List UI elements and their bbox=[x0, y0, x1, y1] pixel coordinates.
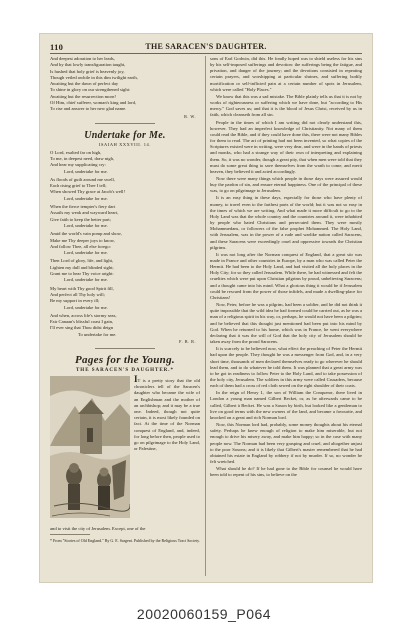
story-paragraph: It is scarcely to be believed now, what effect the preaching of Peter the Hermit had upon the people. They thought he was a messenger from God, and, in a very short time, thousands of men declared themselves ready to go wherever he should lead them, and to do whatever he told them. It was planned that a great army was to be got in readiness to follow Peter to the Holy Land, and to take possession of the holy city, Jerusalem. The soldiers in this army were called Crusaders, because each of them had a cross of red cloth sewed on the right shoulder of their coats. bbox=[210, 346, 362, 389]
verse-line: Lord, undertake for me. bbox=[64, 168, 108, 174]
column-divider bbox=[205, 56, 206, 576]
poem-continuation bbox=[50, 56, 200, 113]
verse-line: Give faith to keep the better part; bbox=[50, 216, 111, 222]
verse-line: When showed Thy grace at Jacob's well! bbox=[50, 189, 125, 195]
verse-line: And follow Thee, all else forego: bbox=[50, 243, 111, 249]
verse-line: As floods of guilt around me swell, bbox=[50, 176, 115, 182]
verse-line: O Lord, exalted far on high, bbox=[50, 149, 102, 155]
story-paragraph: People in the times of which I am writing did not clearly understand this, however. They had an imperfect knowledge of Christianity. Not many of them could read the Bible, and if they could have done this, there were not many Bibles for them to read. The art of printing had not been invented, so what copies of the Scriptures existed were in writing, were very dear, and were in the hands of priests and monks, who had a strange way of their own of interpreting and explaining them. So, it was no wonder, though a great pity, that when men were told that they must do some great thing to save themselves from the wrath to come, and merit heaven, they believed it and acted accordingly. bbox=[210, 119, 362, 174]
story-paragraph: We know that this was a sad mistake. The Bible plainly tells us that it is not by works of righteousness or suffering which we have done, but "according to His mercy." God saves us; and that it is the blood of Jesus Christ, received by us in faith, which cleanseth from all sin. bbox=[210, 93, 362, 118]
verse-line: To rise and answer to her new glad name. bbox=[50, 106, 127, 112]
verse-line: Assails my weak and wayward heart, bbox=[50, 210, 119, 216]
left-column bbox=[50, 56, 200, 578]
verse-line: Each rising grief to Thee I tell; bbox=[50, 183, 107, 189]
running-title: THE SARACEN'S DAUGHTER. bbox=[145, 42, 267, 51]
story-paragraph: It is an easy thing in these days, especially for those who have plenty of money, to travel even to the farthest parts of the world; but it was not so easy in the times of which we are writing. And what made it more difficult to go to the Holy Land was that the whole country and the countries around it, were inhabited by people who hated Christians and persecuted them. They were mostly Mohammedans, or followers of the false prophet Mohammed. The Holy Land, with Jerusalem, was in the power of a rude and warlike nation called Saracens, and these Saracens were exceedingly cruel and oppressive towards the Christian pilgrims. bbox=[210, 195, 362, 250]
verse-line: Lord, undertake for me. bbox=[64, 222, 108, 228]
story-paragraph: sons of Earl Godwin, did this. He fondly hoped was to shield useless for his sins by his self-imposed sufferings and devotion: the sufferings being the fatigue, and privation, and danger of the journey; and the devotions consisted in repeating certain prayers, and worshipping at particular shrines, and suffering bodily mortification or self-inflicted pain at a certain number of spots in Jerusalem, which were called "Holy Places." bbox=[210, 56, 362, 92]
verse-line: Though veiled awhile in this dim twilight earth, bbox=[50, 74, 138, 80]
verse-line: When the fierce tempter's fiery dart bbox=[50, 204, 116, 210]
verse-line: Make me Thy deeper joys to know, bbox=[50, 237, 115, 243]
illustrated-opening bbox=[50, 373, 200, 526]
right-column bbox=[210, 56, 362, 578]
verse-line: Fair Canaan's blissful coast I gain, bbox=[50, 319, 114, 325]
story-paragraph: What should he do? If he had gone to the Bible for counsel he would have been told to repent of his sins, to believe on the bbox=[210, 466, 362, 478]
verse-line: Lighten my dull and blinded sight; bbox=[50, 264, 114, 270]
verse-line: To shine in glory on our strengthened sight: bbox=[50, 87, 131, 93]
story-paragraph: In the reign of Henry I., the son of William the Conqueror, there lived in London a young man named Gilbert Becket, or, as he afterwards came to be called, Gilbert à Becket. He was a Saxon by birth, but looked like a gentleman to live on good terms with the new owners of the land, and became a favourite, and knocked on a great and rich Norman lord. bbox=[210, 390, 362, 420]
verse-line: Is hushed that holy grief is heavenly joy, bbox=[50, 68, 125, 74]
story-opening-text: IT is a pretty story that the old chroniclers tell of the Saracen's daughter who became the wife of an Englishman and the mother of an archbishop; and it may be a true one. Indeed, though not quite certain, it is most likely founded on fact. At the time of the Norman conquest of England, and, indeed, for long before then, people used to go on pilgrimage to the Holy Land, or Palestine, bbox=[134, 373, 200, 452]
story-paragraph: Now, Peter, before he was a pilgrim, had been a soldier, and he did not think it quite impossible that the wild idea he had formed could be carried out, as he was a man of a religious spirit in his way, or, perhaps, he would not have been a pilgrim; and he believed that this thought just mentioned had been put into his mind by God. When he returned to his home, which was in France, he went everywhere declaring that it was the will of God that the holy city of Jerusalem should be taken away from the proud Saracens. bbox=[210, 302, 362, 345]
verse-line: Lord, undertake for me. bbox=[64, 277, 108, 283]
verse-line: And deepest adoration to her leads, bbox=[50, 56, 115, 61]
section-title: Pages for the Young. bbox=[75, 353, 175, 366]
verse-line: Grant me to hear Thy voice aright: bbox=[50, 271, 114, 277]
verse-line: And perfect all Thy holy will; bbox=[50, 291, 105, 297]
illustration-engraving bbox=[50, 376, 130, 518]
verse-line: Amid the world's vain pomp and show, bbox=[50, 231, 122, 237]
header-rule bbox=[50, 53, 362, 54]
image-caption: 20020060159_P064 bbox=[136, 606, 272, 622]
verse-line: I'll ever sing that Thou didst deign bbox=[50, 325, 114, 331]
verse-line: Lord, undertake for me. bbox=[64, 304, 108, 310]
poem-signature-2: F. B. R. bbox=[179, 338, 196, 344]
footnote: * From "Stories of Old England." By G. E. Sargent. Published by the Religious Tract Society. bbox=[50, 538, 200, 543]
poem-body bbox=[50, 150, 200, 338]
verse-line: Awaiting but the dawn of perfect day bbox=[50, 81, 119, 87]
verse-line: Lord, undertake for me. bbox=[64, 250, 108, 256]
verse-line: Lord, undertake for me. bbox=[64, 195, 108, 201]
divider-2 bbox=[95, 348, 155, 349]
story-paragraph: Now, this Norman lord had, probably, some money thoughts about his eternal safety. Perhaps he knew enough of religion to make him miserable, but not enough to drive his misery away, and make him happy; so in the case with many people now. The Norman had been very grasping and cruel, and altogether unjust to the poor Saxons; and it is likely that Gilbert's master remembered that he had obtained his estate in England by robbery if not by murder. If so, no wonder he felt wretched. bbox=[210, 422, 362, 464]
verse-line: To me, in deepest need, draw nigh, bbox=[50, 155, 115, 161]
magazine-page bbox=[40, 34, 372, 582]
verse-line: Awaiting but the resurrection morn! bbox=[50, 93, 116, 99]
page-number: 110 bbox=[50, 42, 64, 52]
divider bbox=[95, 123, 155, 124]
story-paragraph: It was not long after the Norman conquest of England, that a great stir was made in France and other countries in Europe, by a man who was called Peter the Hermit. He had been to the Holy Land, and had visited all the holy places in the Holy City; for so they called Jerusalem. While there, he had witnessed and felt the cruelties which were put upon Christian pilgrims by proud, unbelieving Saracens; and a thought came into his mind. What a glorious thing it would be if Jerusalem could be rescued from the power of those infidels, and made a dwelling-place for Christians! bbox=[210, 251, 362, 300]
verse-line: Then Lord of glory, life, and light, bbox=[50, 258, 114, 264]
story-continuation: and to visit the city of Jerusalem. Except, one of the bbox=[50, 525, 146, 531]
verse-line: And hear my supplicating cry: bbox=[50, 162, 106, 168]
verse-line: Be my support in every ill; bbox=[50, 298, 100, 304]
verse-line: Of Him, chief sufferer, woman's king and lord, bbox=[50, 100, 137, 106]
story-paragraph: Now there were many things which people in those days were assured would buy the pardon of sin, and ensure eternal happiness. One of the principal of these was, to go on pilgrimage to Jerusalem. bbox=[210, 175, 362, 194]
verse-line: My heart with Thy good Spirit fill, bbox=[50, 285, 114, 291]
poem-signature: R. W. bbox=[184, 113, 196, 119]
story-title: THE SARACEN'S DAUGHTER.* bbox=[75, 367, 175, 373]
poem-title: Undertake for Me. bbox=[84, 129, 166, 141]
scripture-reference: ISAIAH XXXVIII. 14. bbox=[98, 141, 152, 147]
verse-line: To undertake for me. bbox=[78, 331, 117, 337]
verse-line: And when, across life's stormy seas, bbox=[50, 312, 117, 318]
verse-line: And by that lowly transfiguration taught, bbox=[50, 62, 126, 68]
footnote-rule bbox=[50, 534, 90, 535]
